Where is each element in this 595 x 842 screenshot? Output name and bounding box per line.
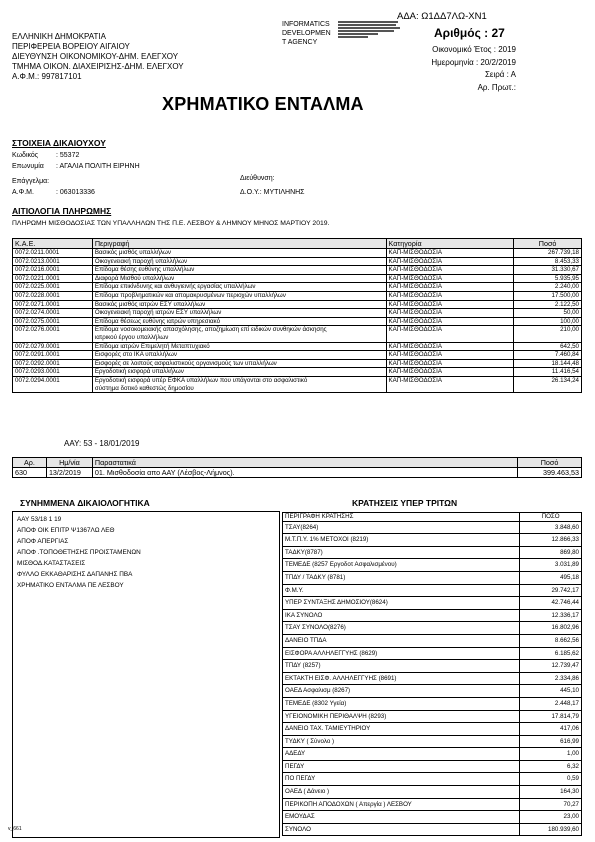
beneficiary-title: ΣΤΟΙΧΕΙΑ ΔΙΚΑΙΟΥΧΟΥ [12,138,106,148]
kae-code: 0072.0275.0001 [13,317,93,326]
item-description [92,351,386,360]
logo-line: INFORMATICS [282,21,330,28]
table-header-row [13,458,582,468]
column-header: Παραστατικά [92,458,517,468]
item-description [92,249,386,258]
table-row [13,309,582,318]
item-category: ΚΑΠ-ΜΙΣΘΟΔΟΣΙΑ [386,300,514,309]
deduction-description: Φ.Μ.Υ. [283,584,520,597]
item-description-line: Εισφορές σε λοιπούς ασφαλιστικούς οργανισμούς των υπαλλήλων [94,359,277,367]
deduction-amount: 6.185,62 [520,647,582,660]
deduction-amount: 164,30 [520,786,582,799]
deduction-amount: 869,80 [520,546,582,559]
item-amount: 267.739,18 [514,249,582,258]
issuer-line: ΔΙΕΥΘΥΝΣΗ ΟΙΚΟΝΟΜΙΚΟΥ-ΔΗΜ. ΕΛΕΓΧΟΥ [12,52,179,61]
item-description [92,283,386,292]
table-row [13,291,582,300]
table-row [283,786,582,799]
kae-code: 0072.0225.0001 [13,283,93,292]
deduction-amount: 12.336,17 [520,609,582,622]
column-header: Περιγραφή [92,239,386,249]
item-description [92,300,386,309]
table-row [283,760,582,773]
item-description-line: Επίδομα νοσοκομειακής απασχόλησης, αποζημίωση επί ειδικών συνθηκών άσκησης [94,326,327,334]
item-description [92,257,386,266]
item-description [92,274,386,283]
column-header: Κ.Α.Ε. [13,239,93,249]
expense-items-table [12,238,582,393]
deduction-amount: 12.739,47 [520,660,582,673]
protocol-number: Αρ. Πρωτ.: [477,82,516,92]
payment-reason-title: ΑΙΤΙΟΛΟΓΙΑ ΠΛΗΡΩΜΗΣ [12,206,112,216]
item-category: ΚΑΠ-ΜΙΣΘΟΔΟΣΙΑ [386,257,514,266]
deduction-description: ΠΕΓΔΥ [283,760,520,773]
afm-label: Α.Φ.Μ. [12,189,34,196]
issuer-line: ΕΛΛΗΝΙΚΗ ΔΗΜΟΚΡΑΤΙΑ [12,32,106,41]
item-amount: 18.144,48 [514,359,582,368]
table-row [283,660,582,673]
attachment-item: ΑΠΟΦ .ΤΟΠΟΘΕΤΗΣΗΣ ΠΡΟΙΣΤΑΜΕΝΩΝ [17,549,141,556]
kae-code: 0072.0279.0001 [13,342,93,351]
kae-code: 0072.0221.0001 [13,274,93,283]
item-description-line: Εργοδοτική εισφορά υπαλλήλων [94,368,184,376]
deduction-amount: 3.848,60 [520,521,582,534]
item-description [92,376,386,392]
item-category: ΚΑΠ-ΜΙΣΘΟΔΟΣΙΑ [386,291,514,300]
item-category: ΚΑΠ-ΜΙΣΘΟΔΟΣΙΑ [386,351,514,360]
kae-code: 0072.0291.0001 [13,351,93,360]
table-row [283,559,582,572]
deduction-description: ΤΕΜΕΔΕ (8257 Εργοδοτ Ασφαλισμένου) [283,559,520,572]
document-meta [431,44,516,94]
attachment-item: ΦΥΛΛΟ ΕΚΚΑΘΑΡΙΣΗΣ ΔΑΠΑΝΗΣ ΠΒΑ [17,571,133,578]
deduction-description: ΤΑΔΚΥ(8787) [283,546,520,559]
footer-code: v_661 [8,826,22,832]
deduction-description: ΤΠΔΥ (8257) [283,660,520,673]
table-row [283,811,582,824]
item-amount: 11.416,54 [514,368,582,377]
item-description-line: Οικογενειακή παροχή ιατρών ΕΣΥ υπαλλήλων [94,309,222,317]
deduction-description: ΟΑΕΔ Ασφαλισμ (8267) [283,685,520,698]
deduction-description: ΥΠΕΡ ΣΥΝΤΑΞΗΣ ΔΗΜΟΣΙΟΥ(8624) [283,597,520,610]
table-row [283,685,582,698]
table-row [283,584,582,597]
item-amount: 642,50 [514,342,582,351]
deduction-description: ΤΣΑΥ ΣΥΝΟΛΟ(8276) [283,622,520,635]
item-description-line: Επίδομα προβληματικών και απομακρυσμένων περιοχών υπαλλήλων [94,291,286,299]
attachment-item: ΜΙΣΘΟΔ.ΚΑΤΑΣΤΑΣΕΙΣ [17,560,86,567]
item-category: ΚΑΠ-ΜΙΣΘΟΔΟΣΙΑ [386,368,514,377]
deduction-amount: 495,18 [520,571,582,584]
table-row [283,647,582,660]
column-header: Κατηγορία [386,239,514,249]
table-row [13,359,582,368]
item-description-line: Διαφορά Μισθού υπαλλήλων [94,274,175,282]
logo-line: DEVELOPMEN [282,30,331,37]
kae-code: 0072.0271.0001 [13,300,93,309]
doy: Δ.Ο.Υ.: ΜΥΤΙΛΗΝΗΣ [240,189,305,196]
table-row [283,672,582,685]
kae-code: 0072.0294.0001 [13,376,93,392]
table-row [13,249,582,258]
deduction-description: ΔΑΝΕΙΟ ΤΠΔΑ [283,634,520,647]
item-category: ΚΑΠ-ΜΙΣΘΟΔΟΣΙΑ [386,249,514,258]
deduction-amount: 2.334,86 [520,672,582,685]
column-header: ΠΟΣΟ [520,513,582,522]
beneficiary-code-label: Κωδικός [12,152,39,159]
deduction-amount: 616,99 [520,735,582,748]
table-row [13,326,582,342]
deduction-description: ΠΕΡΙΚΟΠΗ ΑΠΟΔΟΧΩΝ ( Απεργία ) ΛΕΣΒΟΥ [283,798,520,811]
deduction-amount: 417,06 [520,723,582,736]
item-amount: 2.122,50 [514,300,582,309]
beneficiary-code: : 55372 [56,152,80,159]
deduction-amount: 445,10 [520,685,582,698]
item-amount: 210,00 [514,326,582,342]
item-description-line: Επίδομα ιατρών Επιμελητή Μεταπτυχιακό [94,342,210,350]
deduction-amount: 6,32 [520,760,582,773]
issuer-line: ΤΜΗΜΑ ΟΙΚΟΝ. ΔΙΑΧΕΙΡΙΣΗΣ-ΔΗΜ. ΕΛΕΓΧΟΥ [12,62,184,71]
kae-code: 0072.0228.0001 [13,291,93,300]
doc-amount: 399.463,53 [518,468,582,478]
table-row [283,723,582,736]
attachment-item: ΑΠΟΦ ΟΙΚ ΕΠΙΤΡ Ψ1367ΛΩ ΛΕΘ [17,527,115,534]
deduction-amount: 0,59 [520,773,582,786]
deduction-description: ΔΑΝΕΙΟ ΤΑΧ. ΤΑΜΙΕΥΤΗΡΙΟΥ [283,723,520,736]
table-row [283,634,582,647]
item-description-line: σύστημα δοτικό καθεστώς δημοσίου [94,384,194,392]
deduction-description: ΤΠΔΥ / ΤΑΔΚΥ (8781) [283,571,520,584]
issuer-block [12,32,184,82]
doc-number: 630 [13,468,47,478]
item-description-line: Επίδομα θέσεως ευθύνης ιατρών υπηρεσιακό [94,317,221,325]
beneficiary-name: : ΑΓΑΛΙΑ ΠΟΛΙΤΗ ΕΙΡΗΝΗ [56,163,140,170]
deduction-amount: 23,00 [520,811,582,824]
informatics-agency-logo [282,20,410,48]
item-description-line: Επίδομα θέσης ευθύνης υπαλλήλων [94,266,195,274]
item-category: ΚΑΠ-ΜΙΣΘΟΔΟΣΙΑ [386,376,514,392]
total-amount: 180.939,60 [520,823,582,836]
item-description [92,317,386,326]
attachments-list [12,511,280,838]
table-header-row [283,513,582,522]
deduction-description: ΥΓΕΙΟΝΟΜΙΚΗ ΠΕΡΙΘΑΛΨΗ (8293) [283,710,520,723]
item-amount: 8.453,33 [514,257,582,266]
doc-description: 01. Μισθοδοσία απο ΑΑΥ (Λέσβος-Λήμνος). [92,468,517,478]
issuer-line: Α.Φ.Μ.: 997817101 [12,72,82,81]
column-header: Ποσό [518,458,582,468]
beneficiary-name-label: Επωνυμία [12,163,44,170]
table-row [13,468,582,478]
logo-line: T AGENCY [282,39,318,46]
table-row [283,521,582,534]
fiscal-year: Οικονομικό Έτος : 2019 [432,45,516,54]
table-row [283,571,582,584]
item-category: ΚΑΠ-ΜΙΣΘΟΔΟΣΙΑ [386,274,514,283]
deduction-amount: 2.448,17 [520,697,582,710]
deduction-amount: 12.866,33 [520,534,582,547]
item-category: ΚΑΠ-ΜΙΣΘΟΔΟΣΙΑ [386,342,514,351]
table-row [13,342,582,351]
deduction-description: ΠΟ ΠΕΓΔΥ [283,773,520,786]
table-row [13,274,582,283]
table-row [283,748,582,761]
table-row [13,266,582,275]
table-row [283,609,582,622]
documents-table [12,457,582,478]
deduction-amount: 16.802,96 [520,622,582,635]
table-row [13,283,582,292]
total-label: ΣΥΝΟΛΟ [283,823,520,836]
item-amount: 2.240,00 [514,283,582,292]
item-description-line: Εισφορές στο ΙΚΑ υπαλλήλων [94,351,177,359]
deduction-description: Μ.Τ.Π.Υ. 1% ΜΕΤΟΧΟΙ (8219) [283,534,520,547]
kae-code: 0072.0276.0001 [13,326,93,342]
item-category: ΚΑΠ-ΜΙΣΘΟΔΟΣΙΑ [386,283,514,292]
logo-fine-print [338,20,400,39]
table-row [283,534,582,547]
item-description-line: Οικογενειακή παροχή υπαλλήλων [94,257,188,265]
item-description [92,326,386,342]
deduction-amount: 17.814,79 [520,710,582,723]
deduction-amount: 70,27 [520,798,582,811]
total-row [283,823,582,836]
table-row [283,735,582,748]
item-category: ΚΑΠ-ΜΙΣΘΟΔΟΣΙΑ [386,266,514,275]
table-row [13,376,582,392]
column-header: Ποσό [514,239,582,249]
item-amount: 31.330,67 [514,266,582,275]
item-description-line: Βασικός μισθός υπαλλήλων [94,249,171,256]
table-row [13,317,582,326]
item-category: ΚΑΠ-ΜΙΣΘΟΔΟΣΙΑ [386,317,514,326]
table-row [283,622,582,635]
item-description-line: Βασικός μισθός ιατρών ΕΣΥ υπαλλήλων [94,300,206,308]
payment-reason: ΠΛΗΡΩΜΗ ΜΙΣΘΟΔΟΣΙΑΣ ΤΩΝ ΥΠΑΛΛΗΛΩΝ ΤΗΣ Π.Ε. ΛΕΣΒΟΥ & ΛΗΜΝΟΥ ΜΗΝΟΣ ΜΑΡΤΙΟΥ 2019. [12,220,330,227]
kae-code: 0072.0293.0001 [13,368,93,377]
deduction-description: ΕΙΣΦΟΡΑ ΑΛΛΗΛΕΓΓΥΗΣ (8629) [283,647,520,660]
aay-reference: ΑΑΥ: 53 - 18/01/2019 [64,439,140,448]
table-row [13,351,582,360]
ada-code: ΑΔΑ: Ω1ΔΔ7ΛΩ-ΧΝ1 [397,11,487,22]
item-category: ΚΑΠ-ΜΙΣΘΟΔΟΣΙΑ [386,309,514,318]
kae-code: 0072.0292.0001 [13,359,93,368]
table-row [283,798,582,811]
table-row [13,257,582,266]
item-amount: 100,00 [514,317,582,326]
deduction-description: ΤΣΑΥ(8264) [283,521,520,534]
deduction-description: ΤΕΜΕΔΕ (8302 Υγεία) [283,697,520,710]
table-row [283,773,582,786]
deduction-amount: 1,00 [520,748,582,761]
deduction-description: ΑΔΕΔΥ [283,748,520,761]
deduction-description: ΟΑΕΔ ( Δάνειο ) [283,786,520,799]
item-amount: 50,00 [514,309,582,318]
item-description-line: Εργοδοτική εισφορά υπέρ ΕΦΚΑ υπαλλήλων που υπάγονται στο ασφαλιστικό [94,376,308,384]
item-description [92,291,386,300]
document-title: ΧΡΗΜΑΤΙΚΟ ΕΝΤΑΛΜΑ [162,94,364,114]
item-amount: 26.134,24 [514,376,582,392]
kae-code: 0072.0274.0001 [13,309,93,318]
deduction-amount: 8.662,56 [520,634,582,647]
deductions-table [282,512,582,836]
column-header: Ημ/νία [46,458,92,468]
deduction-description: ΙΚΑ ΣΥΝΟΛΟ [283,609,520,622]
item-description [92,342,386,351]
table-row [13,300,582,309]
deductions-title: ΚΡΑΤΗΣΕΙΣ ΥΠΕΡ ΤΡΙΤΩΝ [352,498,458,508]
column-header: ΠΕΡΙΓΡΑΦΗ ΚΡΑΤΗΣΗΣ [283,513,520,522]
series: Σειρά : Α [484,70,516,79]
item-description [92,309,386,318]
profession-label: Επάγγελμα: [12,178,50,185]
document-number: Αριθμός : 27 [434,26,505,40]
deduction-amount: 3.031,89 [520,559,582,572]
item-category: ΚΑΠ-ΜΙΣΘΟΔΟΣΙΑ [386,359,514,368]
attachments-title: ΣΥΝΗΜΜΕΝΑ ΔΙΚΑΙΟΛΟΓΗΤΙΚΑ [20,498,150,508]
kae-code: 0072.0213.0001 [13,257,93,266]
deduction-description: ΕΜΟΥΔΑΣ [283,811,520,824]
column-header: Αρ. [13,458,47,468]
item-amount: 7.460,84 [514,351,582,360]
table-header-row [13,239,582,249]
table-row [283,597,582,610]
attachment-item: ΑΠΟΦ ΑΠΕΡΓΙΑΣ [17,538,69,545]
item-description [92,266,386,275]
item-description-line: ιατρικού έργου υπαλλήλων [94,333,169,341]
item-amount: 5.935,95 [514,274,582,283]
table-row [283,546,582,559]
issuer-line: ΠΕΡΙΦΕΡΕΙΑ ΒΟΡΕΙΟΥ ΑΙΓΑΙΟΥ [12,42,130,51]
issue-date: Ημερομηνία : 20/2/2019 [431,57,516,67]
item-amount: 17.500,00 [514,291,582,300]
attachment-item: ΑΑΥ 53/18 1 19 [17,516,62,523]
afm-value: : 063013336 [56,189,95,196]
address-label: Διεύθυνση: [240,175,275,182]
attachment-item: ΧΡΗΜΑΤΙΚΟ ΕΝΤΑΛΜΑ ΠΕ ΛΕΣΒΟΥ [17,582,124,589]
item-description [92,368,386,377]
table-row [283,710,582,723]
kae-code: 0072.0216.0001 [13,266,93,275]
item-description [92,359,386,368]
doc-date: 13/2/2019 [46,468,92,478]
deduction-description: ΕΚΤΑΚΤΗ ΕΙΣΦ. ΑΛΛΗΛΕΓΓΥΗΣ (8691) [283,672,520,685]
table-row [13,368,582,377]
deduction-description: ΤΥΔΚΥ ( Σύνολο ) [283,735,520,748]
table-row [283,697,582,710]
kae-code: 0072.0211.0001 [13,249,93,258]
deduction-amount: 42.746,44 [520,597,582,610]
item-category: ΚΑΠ-ΜΙΣΘΟΔΟΣΙΑ [386,326,514,342]
item-description-line: Επίδομα επικίνδυνης και ανθυγιεινής εργασίας υπαλλήλων [94,283,256,291]
deduction-amount: 29.742,17 [520,584,582,597]
